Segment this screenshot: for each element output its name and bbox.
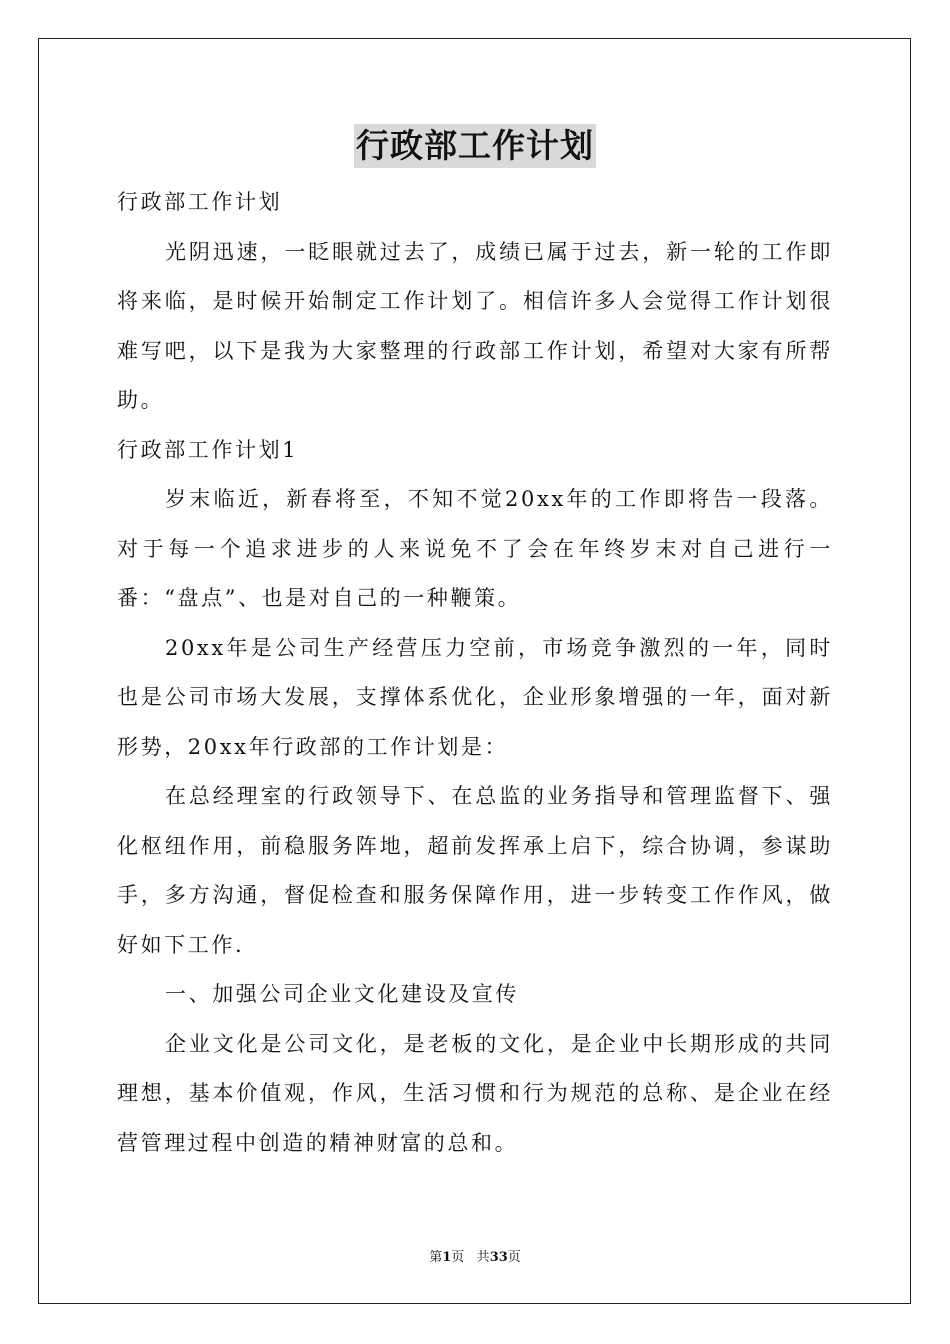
document-body <box>117 178 833 1168</box>
page-prefix: 第 <box>429 1250 443 1265</box>
paragraph: 岁末临近，新春将至，不知不觉20xx年的工作即将告一段落。对于每一个追求进步的人来说免不了会在年终岁末对自己进行一番：“盘点”、也是对自己的一种鞭策。 <box>117 487 833 610</box>
paragraph: 在总经理室的行政领导下、在总监的业务指导和管理监督下、强化枢纽作用，前稳服务阵地，超前发挥承上启下，综合协调，参谋助手，多方沟通，督促检查和服务保障作用，进一步转变工作作风，做好如下工作. <box>117 784 833 957</box>
document-title: 行政部工作计划 <box>354 124 596 168</box>
paragraph: 企业文化是公司文化，是老板的文化，是企业中长期形成的共同理想，基本价值观，作风，生活习惯和行为规范的总称、是企业在经营管理过程中创造的精神财富的总和。 <box>117 1031 833 1155</box>
subsection-heading: 一、加强公司企业文化建设及宣传 <box>165 982 519 1006</box>
page-suffix: 页 <box>451 1250 465 1265</box>
total-suffix: 页 <box>507 1250 521 1265</box>
page-footer <box>0 1246 950 1265</box>
total-prefix: 共 <box>476 1250 490 1265</box>
title-container <box>0 124 950 168</box>
page-total: 33 <box>489 1250 508 1265</box>
section-heading: 行政部工作计划1 <box>117 437 299 462</box>
paragraph: 光阴迅速，一眨眼就过去了，成绩已属于过去，新一轮的工作即将来临，是时候开始制定工作计划了。相信许多人会觉得工作计划很难写吧，以下是我为大家整理的行政部工作计划，希望对大家有所帮助。 <box>117 239 833 412</box>
page-current: 1 <box>442 1250 452 1265</box>
paragraph: 行政部工作计划 <box>117 190 283 214</box>
paragraph: 20xx年是公司生产经营压力空前，市场竞争激烈的一年，同时也是公司市场大发展，支撑体系优化，企业形象增强的一年，面对新形势，20xx年行政部的工作计划是： <box>117 635 833 759</box>
